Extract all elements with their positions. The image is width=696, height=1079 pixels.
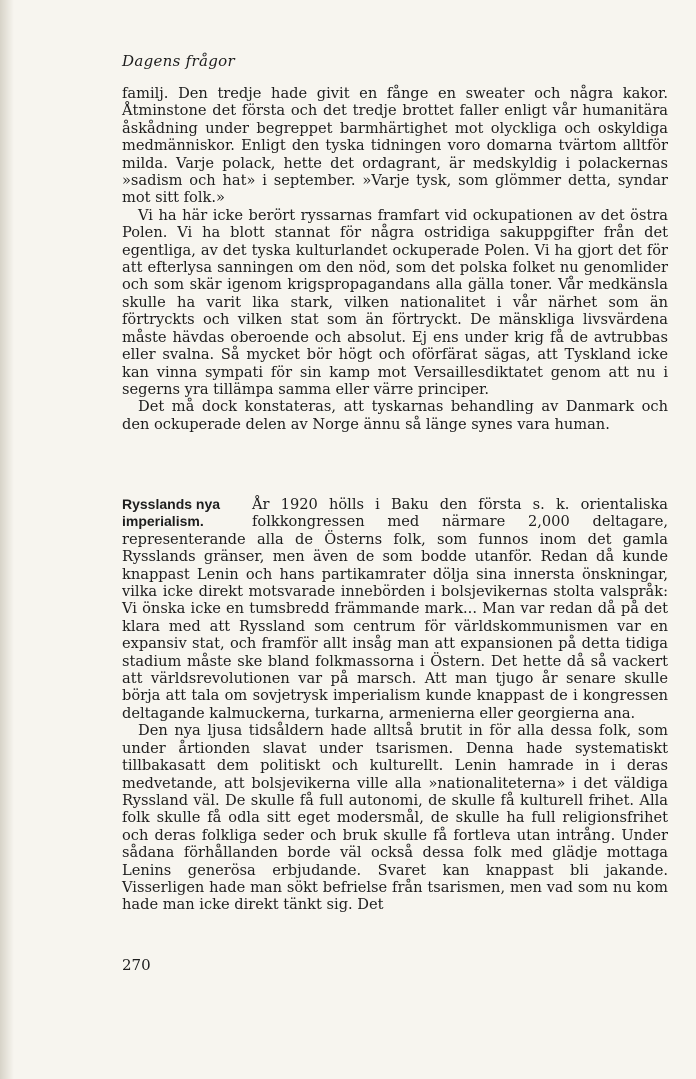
paragraph: Den nya ljusa tidsåldern hade alltså brutit in för alla dessa folk, som under årtionden slavat under tsarismen. Denna hade systematiskt tillbakasatt dem politiskt och kulturellt. Lenin hamrade in i deras medvetande, att bolsjevikerna ville alla »nationaliteterna» i det väldiga Ryssland väl. De skulle få full autonomi, de skulle få kulturell frihet. Alla folk skulle få odla sitt eget modersmål, de skulle ha full religionsfrihet och deras folkliga seder och bruk skulle få fortleva utan intrång. Under sådana förhållanden borde väl också dessa folk med glädje mottaga Lenins generösa erbjudande. Svaret kan knappast bli jakande. Visserligen hade man sökt befrielse från tsarismen, men vad som nu kom hade man icke direkt tänkt sig. Det: [122, 722, 668, 914]
section-text-block: [122, 85, 668, 433]
page-number: 270: [122, 956, 151, 974]
paragraph: Vi ha här icke berört ryssarnas framfart vid ockupationen av det östra Polen. Vi ha blott stannat för några ostridiga sakuppgifter från det egentliga, av det tyska kulturlandet ockuperade Polen. Vi ha gjort det för att efterlysa sanningen om den nöd, som det polska folket nu genomlider och som skär igenom krigspropagandans alla gälla toner. Vår medkänsla skulle ha varit lika stark, vilken nationalitet i vår närhet som än förtryckts och vilken stat som än förtryckt. De mänskliga livsvärdena måste hävdas oberoende och absolut. Ej ens under krig få de avtrubbas eller svalna. Så mycket bör högt och oförfärat sägas, att Tyskland icke kan vinna sympati för sin kamp mot Versaillesdiktatet genom att nu i segerns yra tillämpa samma eller värre principer.: [122, 206, 668, 398]
section-russia-imperialism: [122, 496, 668, 914]
section-sidehead: Rysslands nya imperialism.: [122, 496, 221, 530]
running-header: Dagens frågor: [122, 52, 235, 70]
paragraph: År 1920 hölls i Baku den första s. k. orientaliska folkkongressen med närmare 2,000 deltagare, representerande alla de Österns folk, som funnos inom det gamla Rysslands gränser, men även de som bodde utanför. Redan då kunde knappast Lenin och hans partikamrater dölja sina innersta önskningar, vilka icke direkt motsvarade innebörden i bolsjevikernas stolta valspråk: Vi önska icke en tumsbredd främmande mark... Man var redan då på det klara med att Ryssland som centrum för världskommunismen var en expansiv stat, och framför allt insåg man att expansionen på detta tidiga stadium måste ske bland folkmassorna i Östern. Det hette då så vackert att världsrevolutionen var på marsch. Att man tjugo år senare skulle börja att tala om sovjetrysk imperialism kunde knappast de i kongressen deltagande kalmuckerna, turkarna, armenierna eller georgierna ana.: [122, 496, 668, 722]
paragraph: familj. Den tredje hade givit en fånge en sweater och några kakor. Åtminstone det första och det tredje brottet faller enligt vår humanitära åskådning under begreppet barmhärtighet mot olyckliga och oskyldiga medmänniskor. Enligt den tyska tidningen voro domarna tvärtom alltför milda. Varje polack, hette det ordagrant, är medskyldig i polackernas »sadism och hat» i september. »Varje tysk, som glömmer detta, syndar mot sitt folk.»: [122, 85, 668, 207]
page-gutter-shadow: [0, 0, 14, 1079]
paragraph: Det må dock konstateras, att tyskarnas behandling av Danmark och den ockuperade delen av Norge ännu så länge synes vara human.: [122, 398, 668, 433]
